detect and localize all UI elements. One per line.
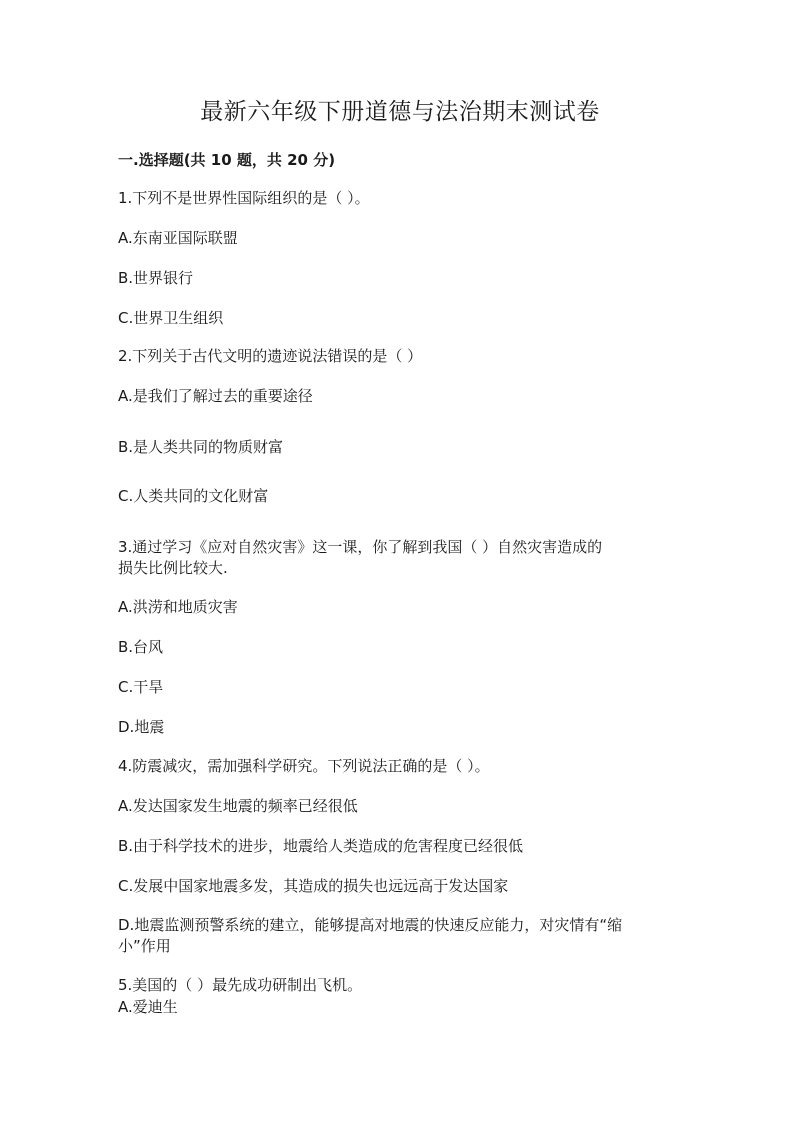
question-2-stem: 2.下列关于古代文明的遗迹说法错误的是（ ） [118,347,423,365]
question-4-option-a: A.发达国家发生地震的频率已经很低 [118,797,358,815]
question-4-stem: 4.防震减灾，需加强科学研究。下列说法正确的是（ ）。 [118,757,490,775]
question-5-option-a: A.爱迪生 [118,998,178,1016]
question-4-option-b: B.由于科学技术的进步，地震给人类造成的危害程度已经很低 [118,837,524,855]
question-1-option-a: A.东南亚国际联盟 [118,229,238,247]
question-4-option-c: C.发展中国家地震多发，其造成的损失也远远高于发达国家 [118,877,509,895]
question-4-option-d-line-2: 小”作用 [118,937,171,955]
page-title: 最新六年级下册道德与法治期末测试卷 [200,99,600,125]
question-4-option-d-line-1: D.地震监测预警系统的建立，能够提高对地震的快速反应能力，对灾情有“缩 [118,916,623,934]
section-heading: 一.选择题(共 10 题，共 20 分) [118,151,336,169]
question-1-option-b: B.世界银行 [118,269,194,287]
question-3-option-c: C.干旱 [118,678,164,696]
question-3-option-a: A.洪涝和地质灾害 [118,598,238,616]
question-2-option-c: C.人类共同的文化财富 [118,487,269,505]
question-3-stem-line-1: 3.通过学习《应对自然灾害》这一课，你了解到我国（ ）自然灾害造成的 [118,538,603,556]
question-3-stem-line-2: 损失比例比较大. [118,559,228,577]
question-2-option-b: B.是人类共同的物质财富 [118,438,284,456]
question-1-stem: 1.下列不是世界性国际组织的是（ ）。 [118,189,370,207]
question-3-option-b: B.台风 [118,638,164,656]
question-2-option-a: A.是我们了解过去的重要途径 [118,387,313,405]
question-1-option-c: C.世界卫生组织 [118,309,224,327]
question-3-option-d: D.地震 [118,718,165,736]
question-5-stem: 5.美国的（ ）最先成功研制出飞机。 [118,976,363,994]
